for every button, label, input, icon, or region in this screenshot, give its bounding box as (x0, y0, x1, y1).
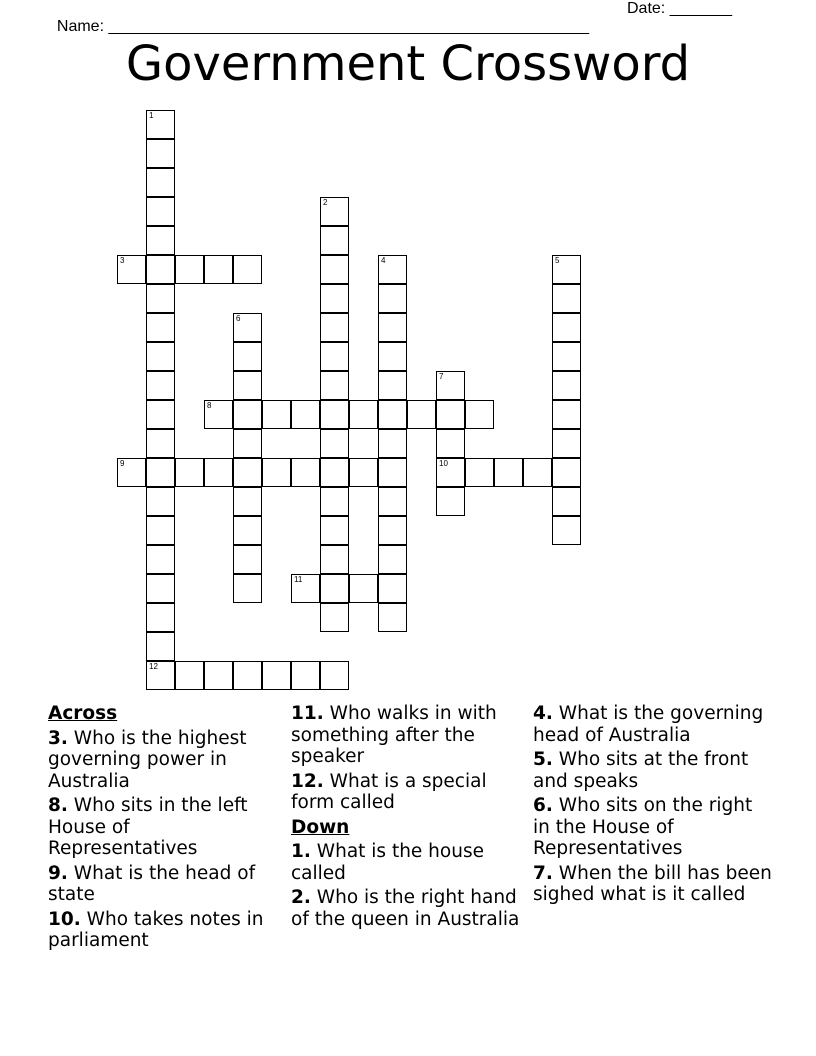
clue-column-2 (291, 703, 523, 933)
grid-cell[interactable] (349, 400, 378, 429)
grid-cell[interactable] (320, 429, 349, 458)
grid-cell[interactable] (349, 574, 378, 603)
grid-cell[interactable] (291, 458, 320, 487)
grid-cell[interactable] (378, 458, 407, 487)
grid-cell[interactable] (146, 603, 175, 632)
clue-across-11: 11. Who walks in with something after the speaker (291, 703, 497, 767)
grid-cell[interactable] (349, 458, 378, 487)
grid-cell[interactable] (320, 516, 349, 545)
clue-number: 1 (149, 111, 154, 120)
grid-cell[interactable] (262, 661, 291, 690)
down-heading: Down (291, 816, 350, 838)
grid-cell[interactable] (233, 371, 262, 400)
grid-cell[interactable] (233, 487, 262, 516)
grid-cell[interactable] (320, 255, 349, 284)
grid-cell[interactable] (320, 487, 349, 516)
grid-cell[interactable] (204, 255, 233, 284)
clue-across-9: 9. What is the head of state (48, 862, 256, 905)
grid-cell[interactable] (320, 574, 349, 603)
grid-cell[interactable] (320, 342, 349, 371)
grid-cell[interactable] (378, 603, 407, 632)
grid-cell[interactable] (320, 313, 349, 342)
clue-across-3: 3. Who is the highest governing power in Australia (48, 727, 247, 792)
grid-cell[interactable] (320, 400, 349, 429)
grid-cell[interactable] (146, 400, 175, 429)
clue-down-4: 4. What is the governing head of Australia (533, 703, 764, 746)
clue-number: 2 (323, 198, 328, 207)
grid-cell[interactable] (146, 545, 175, 574)
grid-cell[interactable] (117, 255, 146, 284)
grid-cell[interactable] (320, 661, 349, 690)
grid-cell[interactable] (233, 458, 262, 487)
grid-cell[interactable] (233, 342, 262, 371)
grid-cell[interactable] (233, 545, 262, 574)
clue-across-8: 8. Who sits in the left House of Representatives (48, 795, 248, 859)
page-title: Government Crossword (125, 36, 691, 92)
grid-cell[interactable] (175, 458, 204, 487)
grid-cell[interactable] (146, 313, 175, 342)
grid-cell[interactable] (146, 255, 175, 284)
grid-cell[interactable] (378, 342, 407, 371)
grid-cell[interactable] (204, 661, 233, 690)
grid-cell[interactable] (552, 400, 581, 429)
grid-cell[interactable] (233, 429, 262, 458)
grid-cell[interactable] (204, 400, 233, 429)
clue-across-12: 12. What is a special form called (291, 770, 487, 813)
grid-cell[interactable] (204, 458, 233, 487)
grid-cell[interactable] (233, 255, 262, 284)
grid-cell[interactable] (146, 284, 175, 313)
grid-cell[interactable] (146, 487, 175, 516)
grid-cell[interactable] (146, 429, 175, 458)
grid-cell[interactable] (262, 458, 291, 487)
grid-cell[interactable] (552, 313, 581, 342)
grid-cell[interactable] (378, 284, 407, 313)
grid-cell[interactable] (233, 516, 262, 545)
grid-cell[interactable] (320, 545, 349, 574)
clue-across-10: 10. Who takes notes in parliament (48, 908, 264, 951)
across-heading: Across (48, 703, 118, 724)
grid-cell[interactable] (146, 226, 175, 255)
grid-cell[interactable] (436, 487, 465, 516)
clue-number: 4 (381, 256, 386, 265)
grid-cell[interactable] (146, 168, 175, 197)
clue-column-1 (48, 703, 280, 955)
grid-cell[interactable] (175, 255, 204, 284)
clue-down-2: 2. Who is the right hand of the queen in Australia (291, 887, 520, 930)
grid-cell[interactable] (233, 400, 262, 429)
grid-cell[interactable] (146, 661, 175, 690)
grid-cell[interactable] (552, 429, 581, 458)
grid-cell[interactable] (146, 574, 175, 603)
clue-number: 10 (439, 459, 448, 468)
clue-number: 5 (555, 256, 560, 265)
clue-number: 3 (120, 256, 125, 265)
grid-cell[interactable] (436, 371, 465, 400)
grid-cell[interactable] (465, 458, 494, 487)
clue-column-3 (533, 703, 773, 909)
grid-cell[interactable] (378, 429, 407, 458)
date-field[interactable]: Date: _______ (627, 0, 732, 17)
grid-cell[interactable] (494, 458, 523, 487)
grid-cell[interactable] (378, 516, 407, 545)
grid-cell[interactable] (175, 661, 204, 690)
clue-number: 12 (149, 662, 158, 671)
grid-cell[interactable] (378, 400, 407, 429)
grid-cell[interactable] (523, 458, 552, 487)
grid-cell[interactable] (378, 574, 407, 603)
grid-cell[interactable] (146, 458, 175, 487)
grid-cell[interactable] (146, 197, 175, 226)
grid-cell[interactable] (378, 487, 407, 516)
grid-cell[interactable] (291, 574, 320, 603)
clue-number: 9 (120, 459, 125, 468)
grid-cell[interactable] (436, 458, 465, 487)
grid-cell[interactable] (436, 429, 465, 458)
grid-cell[interactable] (146, 342, 175, 371)
grid-cell[interactable] (320, 197, 349, 226)
clue-down-6: 6. Who sits on the right in the House of Representatives (533, 795, 753, 859)
grid-cell[interactable] (117, 458, 146, 487)
clue-down-1: 1. What is the house called (291, 841, 484, 884)
grid-cell[interactable] (378, 255, 407, 284)
clue-number: 6 (236, 314, 241, 323)
grid-cell[interactable] (320, 458, 349, 487)
name-field[interactable]: Name: ______________________________________________________ (56, 18, 589, 35)
grid-cell[interactable] (320, 284, 349, 313)
grid-cell[interactable] (233, 661, 262, 690)
grid-cell[interactable] (552, 487, 581, 516)
grid-cell[interactable] (407, 400, 436, 429)
grid-cell[interactable] (320, 603, 349, 632)
grid-cell[interactable] (378, 545, 407, 574)
grid-cell[interactable] (146, 632, 175, 661)
grid-cell[interactable] (320, 371, 349, 400)
clue-number: 7 (439, 372, 444, 381)
grid-cell[interactable] (552, 516, 581, 545)
clue-down-5: 5. Who sits at the front and speaks (533, 749, 749, 792)
grid-cell[interactable] (378, 371, 407, 400)
grid-cell[interactable] (262, 400, 291, 429)
grid-cell[interactable] (146, 110, 175, 139)
grid-cell[interactable] (552, 458, 581, 487)
grid-cell[interactable] (233, 313, 262, 342)
clue-number: 11 (294, 575, 303, 584)
clue-down-7: 7. When the bill has been sighed what is it called (533, 862, 772, 905)
grid-cell[interactable] (291, 661, 320, 690)
grid-cell[interactable] (552, 342, 581, 371)
grid-cell[interactable] (552, 284, 581, 313)
grid-cell[interactable] (320, 226, 349, 255)
grid-cell[interactable] (465, 400, 494, 429)
grid-cell[interactable] (552, 255, 581, 284)
grid-cell[interactable] (378, 313, 407, 342)
grid-cell[interactable] (146, 139, 175, 168)
grid-cell[interactable] (291, 400, 320, 429)
clue-number: 8 (207, 401, 212, 410)
grid-cell[interactable] (552, 371, 581, 400)
grid-cell[interactable] (146, 371, 175, 400)
grid-cell[interactable] (146, 516, 175, 545)
grid-cell[interactable] (233, 574, 262, 603)
grid-cell[interactable] (436, 400, 465, 429)
